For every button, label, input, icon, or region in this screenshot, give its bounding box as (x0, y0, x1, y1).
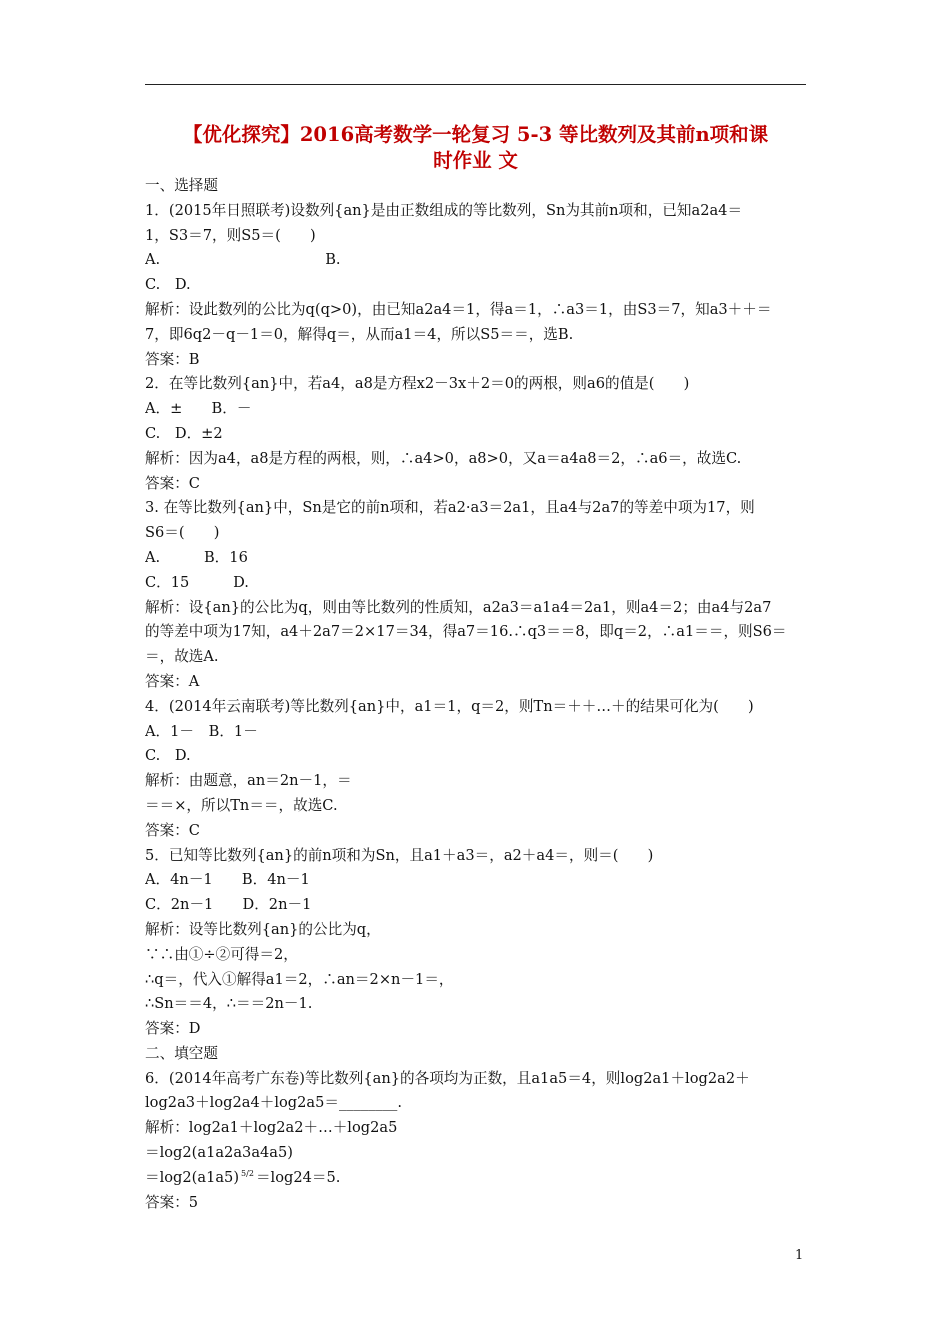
text-line: 解析：设{an}的公比为q，则由等比数列的性质知，a2a3＝a1a4＝2a1，则a4＝2；由a4与2a7 (145, 598, 772, 616)
text-line: C．2n－1 D．2n－1 (145, 896, 312, 914)
text-line: A．4n－1 B．4n－1 (145, 871, 310, 889)
text-line: ∴Sn＝＝4，∴＝＝2n－1. (145, 995, 313, 1013)
text-line: 6．(2014年高考广东卷)等比数列{an}的各项均为正数，且a1a5＝4，则log2a1＋log2a2＋ (145, 1069, 750, 1087)
text-line: C. D．±2 (145, 424, 223, 442)
fraction-denominator: 2 (248, 1168, 254, 1178)
text-line: A．± B．－ (145, 400, 252, 418)
text-line: 解析：设此数列的公比为q(q>0)，由已知a2a4＝1，得a＝1，∴a3＝1，由S3＝7，知a3＋＋＝ (145, 300, 772, 318)
text-line: log2a3＋log2a4＋log2a5＝________. (145, 1094, 402, 1112)
title-line-2: 时作业 文 (433, 149, 518, 172)
formula-lhs: ＝log2(a1a5) (145, 1168, 240, 1186)
text-line: A. B．16 (145, 548, 248, 566)
text-line: 解析：由题意，an＝2n－1，＝ (145, 772, 352, 790)
text-line: 解析：log2a1＋log2a2＋…＋log2a5 (145, 1119, 398, 1137)
option-a: A. (145, 251, 161, 269)
text-line: 一、选择题 (145, 177, 218, 194)
formula-rhs: ＝log24＝5. (255, 1168, 341, 1186)
text-line: ＝log2(a1a2a3a4a5) (145, 1144, 293, 1162)
text-line: 5．已知等比数列{an}的前n项和为Sn，且a1＋a3＝，a2＋a4＝，则＝( ) (145, 846, 654, 864)
text-line: 答案：D (145, 1020, 201, 1038)
text-line: 解析：设等比数列{an}的公比为q， (145, 920, 381, 938)
text-line: 答案：B (145, 350, 200, 368)
text-line: 答案：5 (145, 1193, 199, 1211)
fraction-numerator: 5 (241, 1168, 247, 1178)
text-line: 的等差中项为17知，a4＋2a7＝2×17＝34，得a7＝16.∴q3＝＝8，即q＝2，∴a1＝＝，则S6＝ (145, 623, 787, 641)
document-body (145, 174, 809, 1215)
text-line: C. D. (145, 276, 191, 294)
text-line: 1．(2015年日照联考)设数列{an}是由正数组成的等比数列，Sn为其前n项和，已知a2a4＝ (145, 201, 743, 219)
text-line: 答案：C (145, 474, 200, 492)
text-line: A．1－ B．1－ (145, 722, 258, 740)
title-line-1: 【优化探究】2016高考数学一轮复习 5-3 等比数列及其前n项和课 (182, 123, 769, 146)
fraction-exponent: 5/2 (241, 1168, 254, 1178)
text-line: 答案：C (145, 821, 200, 839)
page-number: 1 (795, 1248, 804, 1263)
text-line: 答案：A (145, 672, 200, 690)
text-line: S6＝( ) (145, 524, 220, 542)
text-line: 二、填空题 (145, 1044, 218, 1062)
header-rule (145, 84, 806, 85)
options-line (145, 248, 809, 273)
text-line: 3. 在等比数列{an}中，Sn是它的前n项和，若a2·a3＝2a1，且a4与2a7的等差中项为17，则 (145, 499, 755, 517)
option-b: B. (325, 251, 341, 269)
text-line: 4．(2014年云南联考)等比数列{an}中，a1＝1，q＝2，则Tn＝＋＋…＋的结果可化为( ) (145, 697, 754, 715)
text-line: 7，即6q2－q－1＝0，解得q＝，从而a1＝4，所以S5＝＝，选B. (145, 325, 574, 343)
document-title (145, 122, 806, 174)
text-line: C．15 D. (145, 573, 249, 591)
text-line: C. D. (145, 747, 191, 765)
text-line: ＝＝×，所以Tn＝＝，故选C. (145, 796, 338, 814)
text-line: ＝，故选A. (145, 648, 219, 666)
text-line: 解析：因为a4，a8是方程的两根，则，∴a4>0，a8>0，又a＝a4a8＝2，∴a6＝，故选C. (145, 449, 742, 467)
text-line: 1，S3＝7，则S5＝( ) (145, 226, 316, 244)
text-line: ∵∴由①÷②可得＝2， (145, 945, 298, 963)
text-line: ∴q＝，代入①解得a1＝2，∴an＝2×n－1＝， (145, 970, 454, 988)
formula-line (145, 1166, 809, 1191)
text-line: 2．在等比数列{an}中，若a4，a8是方程x2－3x＋2＝0的两根，则a6的值是( ) (145, 375, 690, 393)
